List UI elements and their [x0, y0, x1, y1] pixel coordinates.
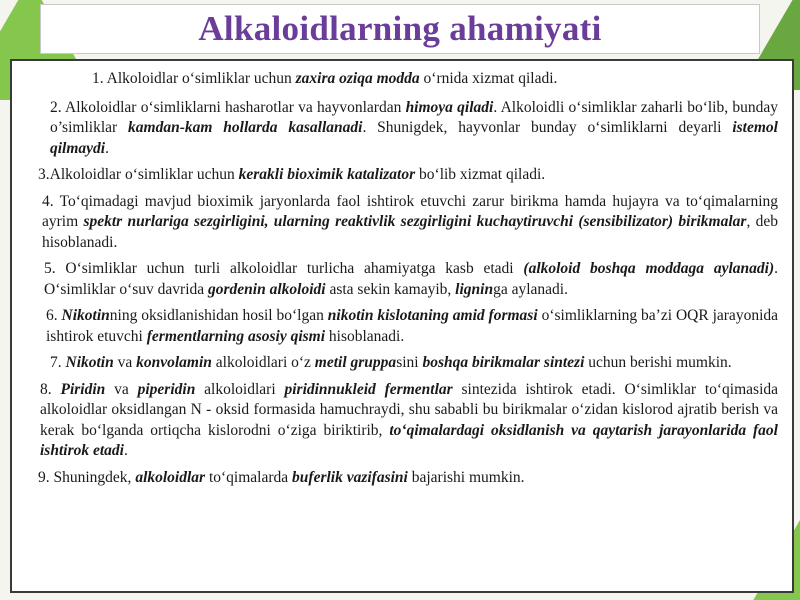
paragraph-text: . Shunigdek, hayvonlar bunday o‘simliklarni deyarli: [362, 119, 733, 136]
paragraph-6: [26, 306, 778, 347]
page-title: Alkaloidlarning ahamiyati: [198, 9, 602, 48]
emphasis-text: Piridin: [60, 380, 106, 398]
paragraph-text: .: [105, 139, 109, 157]
paragraph-text: 4. To‘qimadagi mavjud bioximik jaryonlarda faol ishtirok etuvchi zarur birikma hamda hujayra va to‘qimalarning ayrim: [42, 192, 778, 230]
emphasis-text: gordenin alkoloidi: [208, 280, 326, 298]
paragraph-text: o‘rnida xizmat qiladi.: [419, 70, 558, 87]
paragraph-text: hisoblanadi.: [325, 327, 405, 345]
paragraph-text: va: [105, 380, 138, 398]
paragraph-text: ga aylanadi.: [493, 280, 568, 298]
emphasis-text: himoya qiladi: [405, 98, 494, 116]
emphasis-text: lignin: [455, 280, 494, 298]
emphasis-text: nikotin kislotaning amid formasi: [327, 307, 538, 324]
emphasis-text: fermentlarning asosiy qismi: [146, 327, 326, 345]
emphasis-text: to‘qimalardagi oksidlanish va qaytarish jarayonlarida faol ishtirok etadi: [40, 421, 778, 459]
emphasis-text: kerakli bioximik katalizator: [238, 166, 416, 183]
emphasis-text: piridinnukleid fermentlar: [284, 380, 453, 398]
paragraph-text: 8.: [40, 380, 61, 398]
paragraph-text: 5. O‘simliklar uchun turli alkoloidlar turlicha ahamiyatga kasb etadi: [44, 260, 524, 277]
paragraph-text: . O‘simliklar o‘suv davrida: [44, 260, 778, 298]
emphasis-text: konvolamin: [136, 354, 212, 371]
paragraph-text: o‘simliklarning ba’zi OQR jarayonida ishtirok etuvchi: [46, 307, 779, 345]
paragraph-text: .: [123, 442, 128, 459]
paragraph-text: 2. Alkoloidlar o‘simliklarni hasharotlar va hayvonlardan: [50, 98, 406, 116]
paragraph-text: va: [113, 354, 137, 371]
paragraph-text: alkoloidlari o‘z: [211, 354, 315, 371]
paragraph-8: [26, 380, 778, 462]
paragraph-1: [26, 69, 778, 90]
content-box: [10, 59, 794, 593]
paragraph-text: bajarishi mumkin.: [407, 468, 525, 486]
paragraph-text: 6.: [46, 307, 62, 324]
title-box: [40, 4, 760, 54]
paragraph-2: [26, 98, 778, 160]
paragraph-text: to‘qimalarda: [205, 468, 293, 486]
paragraph-text: 9. Shuningdek,: [38, 468, 136, 486]
emphasis-text: kamdan-kam hollarda kasallanadi: [128, 119, 363, 136]
paragraph-text: sini: [396, 354, 423, 371]
paragraph-text: , deb hisoblanadi.: [42, 213, 779, 251]
emphasis-text: buferlik vazifasini: [292, 468, 408, 486]
paragraph-9: [26, 468, 778, 489]
emphasis-text: metil gruppa: [314, 354, 397, 371]
paragraph-text: asta sekin kamayib,: [325, 280, 456, 298]
paragraph-5: [26, 259, 778, 300]
paragraph-text: 1. Alkoloidlar o‘simliklar uchun: [92, 70, 296, 87]
paragraph-text: alkoloidlari: [195, 380, 285, 398]
paragraph-text: . Alkoloidli o‘simliklar zaharli bo‘lib, bunday o’simliklar: [50, 98, 778, 136]
emphasis-text: spektr nurlariga sezgirligini, ularning reaktivlik sezgirligini kuchaytiruvchi (sensibilizator) birikmalar: [83, 213, 747, 230]
emphasis-text: Nikotin: [61, 307, 110, 324]
paragraph-text: bo‘lib xizmat qiladi.: [415, 166, 546, 183]
paragraph-text: sintezida ishtirok etadi. O‘simliklar to‘qimasida alkoloidlar oksidlangan N - oksid formasida hamuchraydi, shu sababli bu birikmalar o‘zidan kislorod ajratib berish va kerak bo‘lganda ortiqcha kislorodni o‘ziga biriktirib,: [40, 380, 779, 439]
paragraph-4: [26, 192, 778, 254]
emphasis-text: Nikotin: [65, 354, 114, 371]
emphasis-text: piperidin: [137, 380, 196, 398]
emphasis-text: zaxira oziqa modda: [295, 70, 420, 87]
emphasis-text: alkoloidlar: [135, 468, 206, 486]
emphasis-text: (alkoloid boshqa moddaga aylanadi): [523, 260, 775, 277]
paragraph-3: [26, 165, 778, 186]
paragraph-7: [26, 353, 778, 374]
paragraph-text: uchun berishi mumkin.: [584, 354, 732, 371]
emphasis-text: istemol qilmaydi: [50, 119, 778, 157]
emphasis-text: boshqa birikmalar sintezi: [422, 354, 585, 371]
paragraph-text: 3.Alkoloidlar o‘simliklar uchun: [38, 166, 239, 183]
paragraph-text: ning oksidlanishidan hosil bo‘lgan: [109, 307, 328, 324]
paragraph-text: 7.: [50, 354, 66, 371]
